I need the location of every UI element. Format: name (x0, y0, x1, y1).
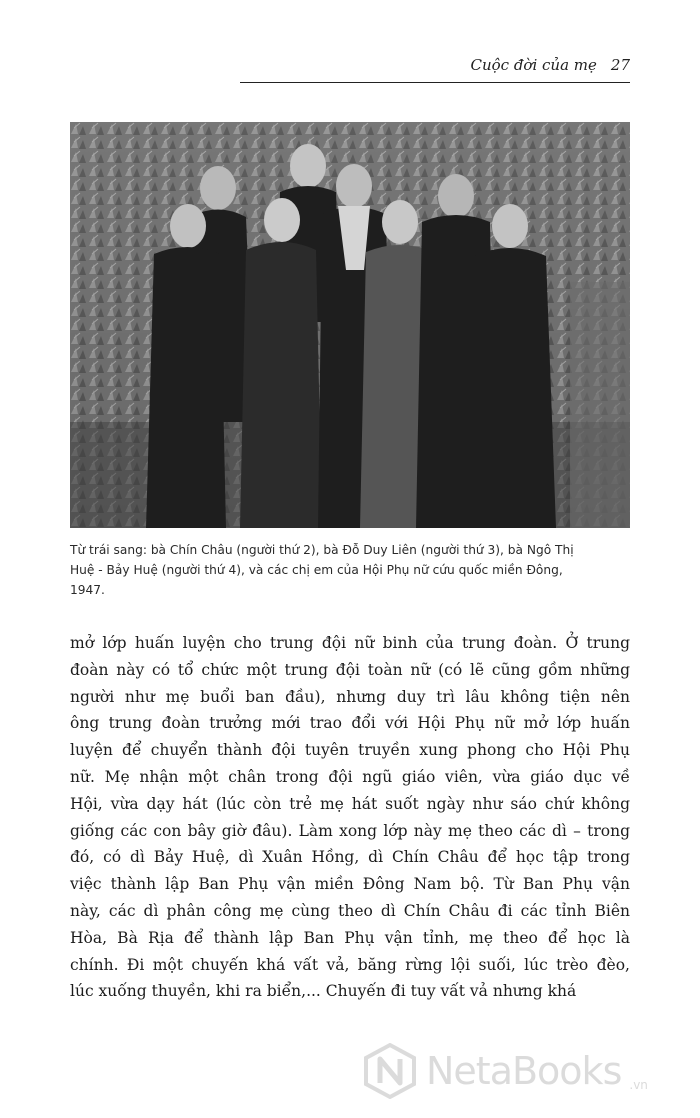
body-line: lúc xuống thuyền, khi ra biển,... Chuyến đi tuy vất vả nhưng khá (70, 982, 577, 1001)
chapter-title: Cuộc đời của mẹ (470, 56, 597, 74)
watermark-brand: NetaBooks (426, 1049, 622, 1093)
photo-caption (70, 540, 640, 600)
body-line: đó, có dì Bảy Huệ, dì Xuân Hồng, dì Chín Châu để học tập trong (70, 848, 630, 867)
running-header (240, 50, 630, 80)
group-photo (70, 122, 630, 528)
n-logo-icon (362, 1043, 418, 1099)
body-paragraph (70, 630, 630, 1005)
body-line: nữ. Mẹ nhận một chân trong đội ngũ giáo viên, vừa giáo dục về (70, 767, 630, 786)
body-line: việc thành lập Ban Phụ vận miền Đông Nam bộ. Từ Ban Phụ vận (70, 875, 630, 894)
page-number: 27 (610, 56, 630, 74)
header-rule (240, 82, 630, 83)
group-photo-image (70, 122, 630, 528)
body-line: người như mẹ buổi ban đầu), nhưng duy trì lâu không tiện nên (70, 687, 630, 706)
body-line: mở lớp huấn luyện cho trung đội nữ binh của trung đoàn. Ở trung (70, 634, 630, 652)
body-line: Hòa, Bà Rịa để thành lập Ban Phụ vận tỉnh, mẹ theo để học là (70, 928, 630, 947)
body-line: giống các con bây giờ đâu). Làm xong lớp này mẹ theo các dì – trong (70, 821, 630, 840)
body-line: Hội, vừa dạy hát (lúc còn trẻ mẹ hát suốt ngày như sáo chứ không (70, 794, 630, 813)
body-line: ông trung đoàn trưởng mới trao đổi với Hội Phụ nữ mở lớp huấn (70, 714, 630, 733)
caption-line: 1947. (70, 583, 105, 597)
body-line: chính. Đi một chuyến khá vất vả, băng rừng lội suối, lúc trèo đèo, (70, 955, 630, 974)
watermark-suffix: .vn (629, 1078, 648, 1092)
netabooks-watermark (362, 1040, 682, 1102)
body-line: luyện để chuyển thành đội tuyên truyền xung phong cho Hội Phụ (70, 741, 630, 760)
body-line: đoàn này có tổ chức một trung đội toàn nữ (có lẽ cũng gồm những (70, 660, 630, 679)
caption-line: Huệ - Bảy Huệ (người thứ 4), và các chị em của Hội Phụ nữ cứu quốc miền Đông, (70, 563, 563, 577)
body-line: này, các dì phân công mẹ cùng theo dì Chín Châu đi các tỉnh Biên (70, 901, 630, 920)
caption-line: Từ trái sang: bà Chín Châu (người thứ 2), bà Đỗ Duy Liên (người thứ 3), bà Ngô Thị (70, 543, 574, 557)
